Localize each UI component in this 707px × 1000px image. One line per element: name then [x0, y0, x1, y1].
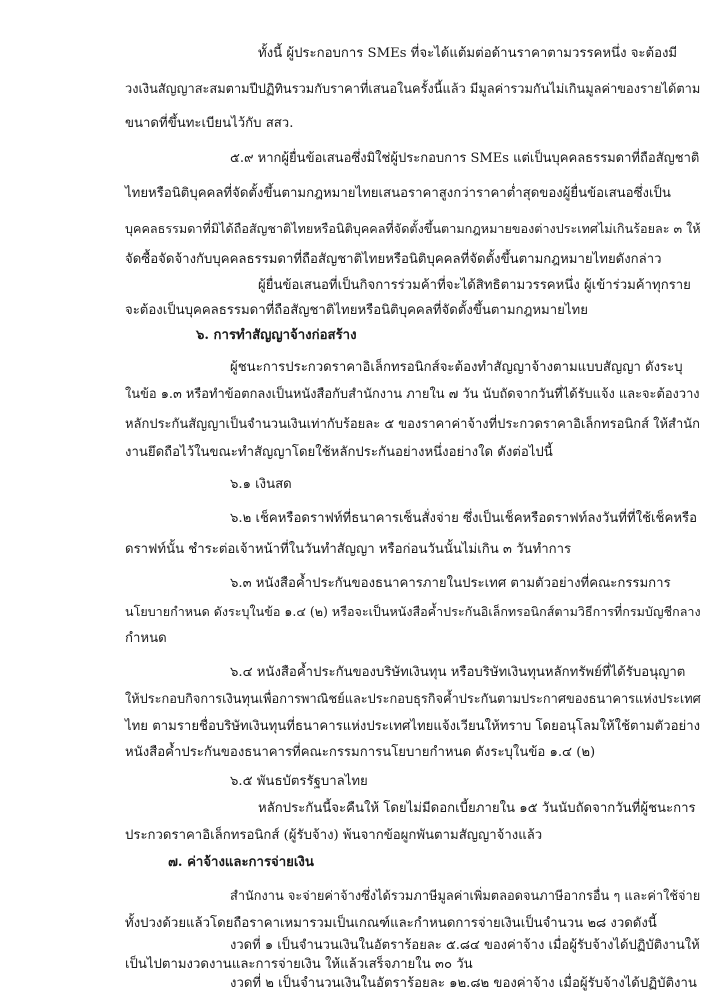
text-line: ทั้งนี้ ผู้ประกอบการ SMEs ที่จะได้แต้มต่อด้านราคาตามวรรคหนึ่ง จะต้องมี [258, 46, 678, 61]
text-line: ประกวดราคาอิเล็กทรอนิกส์ (ผู้รับจ้าง) พ้นจากข้อผูกพันตามสัญญาจ้างแล้ว [125, 827, 543, 843]
text-line: งานยึดถือไว้ในขณะทำสัญญาโดยใช้หลักประกันอย่างหนึ่งอย่างใด ดังต่อไปนี้ [125, 445, 553, 460]
text-line: ดราฟท์นั้น ชำระต่อเจ้าหน้าที่ในวันทำสัญญา หรือก่อนวันนั้นไม่เกิน ๓ วันทำการ [125, 542, 572, 558]
text-line: ผู้ชนะการประกวดราคาอิเล็กทรอนิกส์จะต้องทำสัญญาจ้างตามแบบสัญญา ดังระบุ [230, 360, 683, 376]
text-line: ไทยหรือนิติบุคคลที่จัดตั้งขึ้นตามกฎหมายไทยเสนอราคาสูงกว่าราคาต่ำสุดของผู้ยื่นข้อเสนอซึ่งเป็น [125, 185, 671, 201]
text-line: ในข้อ ๑.๓ หรือทำข้อตกลงเป็นหนังสือกับสำนักงาน ภายใน ๗ วัน นับถัดจากวันที่ได้รับแจ้ง และจะต้องวาง [125, 386, 700, 402]
text-line: ผู้ยื่นข้อเสนอที่เป็นกิจการร่วมค้าที่จะได้สิทธิตามวรรคหนึ่ง ผู้เข้าร่วมค้าทุกราย [258, 278, 691, 293]
text-line: นโยบายกำหนด ดังระบุในข้อ ๑.๔ (๒) หรือจะเป็นหนังสือค้ำประกันอิเล็กทรอนิกส์ตามวิธีการที่กรมบัญชีกลาง [125, 604, 701, 620]
text-line: หนังสือค้ำประกันของธนาคารที่คณะกรรมการนโยบายกำหนด ดังระบุในข้อ ๑.๔ (๒) [125, 744, 596, 760]
text-line: วงเงินสัญญาสะสมตามปีปฏิทินรวมกับราคาที่เสนอในครั้งนี้แล้ว มีมูลค่ารวมกันไม่เกินมูลค่าของรายได้ตาม [125, 81, 701, 97]
text-line: กำหนด [125, 630, 167, 646]
text-line: ๖.๒ เช็คหรือดราฟท์ที่ธนาคารเซ็นสั่งจ่าย ซึ่งเป็นเช็คหรือดราฟท์ลงวันที่ที่ใช้เช็คหรือ [230, 511, 698, 526]
text-line: งวดที่ ๑ เป็นจำนวนเงินในอัตราร้อยละ ๕.๘๔ ของค่าจ้าง เมื่อผู้รับจ้างได้ปฏิบัติงานให้ [230, 938, 700, 954]
text-line: จะต้องเป็นบุคคลธรรมดาที่ถือสัญชาติไทยหรือนิติบุคคลที่จัดตั้งขึ้นตามกฎหมายไทย [125, 302, 588, 318]
text-line: หลักประกันนี้จะคืนให้ โดยไม่มีดอกเบี้ยภายใน ๑๕ วันนับถัดจากวันที่ผู้ชนะการ [258, 800, 696, 816]
text-line: ทั้งปวงด้วยแล้วโดยถือราคาเหมารวมเป็นเกณฑ์และกำหนดการจ่ายเงินเป็นจำนวน ๒๘ งวดดังนี้ [125, 915, 657, 931]
text-line: ๖.๑ เงินสด [230, 477, 292, 492]
text-line: ไทย ตามรายชื่อบริษัทเงินทุนที่ธนาคารแห่งประเทศไทยแจ้งเวียนให้ทราบ โดยอนุโลมให้ใช้ตามตัวอย่าง [125, 718, 701, 734]
text-line: ๖.๓ หนังสือค้ำประกันของธนาคารภายในประเทศ ตามตัวอย่างที่คณะกรรมการ [230, 576, 671, 592]
text-line: งวดที่ ๒ เป็นจำนวนเงินในอัตราร้อยละ ๑๒.๘๒ ของค่าจ้าง เมื่อผู้รับจ้างได้ปฏิบัติงาน [230, 976, 697, 991]
section-heading-6: ๖. การทำสัญญาจ้างก่อสร้าง [196, 328, 357, 343]
text-line: สำนักงาน จะจ่ายค่าจ้างซึ่งได้รวมภาษีมูลค่าเพิ่มตลอดจนภาษีอากรอื่น ๆ และค่าใช้จ่าย [230, 889, 701, 905]
text-line: ๕.๙ หากผู้ยื่นข้อเสนอซึ่งมิใช่ผู้ประกอบการ SMEs แต่เป็นบุคคลธรรมดาที่ถือสัญชาติ [230, 150, 700, 166]
text-line: เป็นไปตามงวดงานและการจ่ายเงิน ให้แล้วเสร็จภายใน ๓๐ วัน [125, 957, 473, 973]
text-line: ให้ประกอบกิจการเงินทุนเพื่อการพาณิชย์และประกอบธุรกิจค้ำประกันตามประกาศของธนาคารแห่งประเทศ [125, 692, 701, 708]
text-line: ๖.๕ พันธบัตรรัฐบาลไทย [230, 774, 368, 790]
text-line: ๖.๔ หนังสือค้ำประกันของบริษัทเงินทุน หรือบริษัทเงินทุนหลักทรัพย์ที่ได้รับอนุญาต [230, 664, 686, 680]
text-line: บุคคลธรรมดาที่มิได้ถือสัญชาติไทยหรือนิติบุคคลที่จัดตั้งขึ้นตามกฎหมายของต่างประเทศไม่เกินร้อยละ ๓ ให้ [125, 220, 701, 236]
text-line: หลักประกันสัญญาเป็นจำนวนเงินเท่ากับร้อยละ ๕ ของราคาค่าจ้างที่ประกวดราคาอิเล็กทรอนิกส์ ให้สำนัก [125, 416, 700, 432]
text-line: จัดซื้อจัดจ้างกับบุคคลธรรมดาที่ถือสัญชาติไทยหรือนิติบุคคลที่จัดตั้งขึ้นตามกฎหมายไทยดังกล่าว [125, 251, 662, 267]
text-line: ขนาดที่ขึ้นทะเบียนไว้กับ สสว. [125, 115, 294, 131]
section-heading-7: ๗. ค่าจ้างและการจ่ายเงิน [168, 855, 314, 871]
